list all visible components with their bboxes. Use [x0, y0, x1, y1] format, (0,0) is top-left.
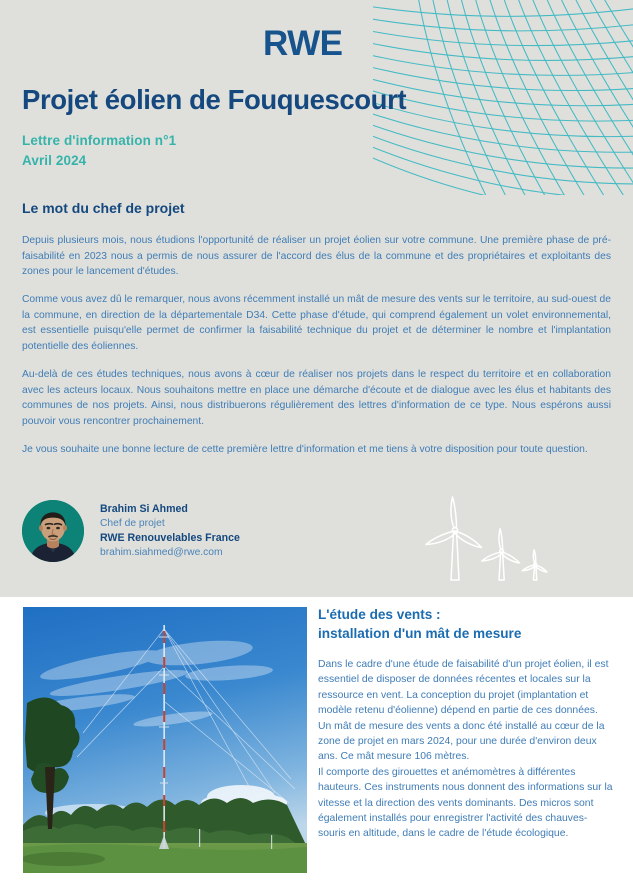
page-title: Projet éolien de Fouquescourt [22, 84, 407, 115]
met-mast-field-photo [23, 607, 307, 873]
signatory-role: Chef de projet [100, 517, 165, 529]
intro-paragraph-2: Comme vous avez dû le remarquer, nous avons récemment installé un mât de mesure des vents sur le territoire, au sud-ouest de la commune, en direction de la départementale D34. Cette phase d'étude, qui comprend également un volet environnemental, est essentielle puisqu'elle permet de confirmer la faisabilité technique du projet et de déterminer le nombre et l'implantation potentielle des éoliennes. [22, 294, 611, 352]
signature-block [22, 500, 240, 562]
wind-study-heading-line1: L'étude des vents : [318, 607, 441, 622]
wind-study-text-column [318, 605, 613, 842]
met-mast-photo-icon [23, 607, 307, 873]
wind-turbines-illustration-icon [396, 495, 576, 585]
signatory-name: Brahim Si Ahmed [100, 503, 188, 515]
signatory-company: RWE Renouvelables France [100, 532, 240, 544]
intro-paragraph-3: Au-delà de ces études techniques, nous avons à cœur de réaliser nos projets dans le respect du territoire et en collaboration avec les acteurs locaux. Nous souhaitons mettre en place une démarche d'écoute et de dialogue avec les élus et habitants des communes de nos projets. Ainsi, nous distribuerons régulièrement des lettres d'information de ce type. Nous espérons aussi pouvoir vous rencontrer prochainement. [22, 369, 611, 427]
newsletter-date: Avril 2024 [22, 153, 87, 168]
wind-study-body [318, 657, 613, 842]
project-manager-portrait-icon [22, 500, 84, 562]
wind-study-heading-line2: installation d'un mât de mesure [318, 626, 522, 641]
newsletter-number: Lettre d'information n°1 [22, 133, 177, 148]
intro-paragraph-4: Je vous souhaite une bonne lecture de cette première lettre d'information et me tiens à votre disposition pour toute question. [22, 444, 588, 455]
section-heading-project-manager-word: Le mot du chef de projet [22, 200, 185, 216]
avatar [22, 500, 84, 562]
wind-study-section [0, 597, 633, 896]
rwe-logo: RWE [263, 24, 343, 63]
signature-text [100, 502, 240, 560]
decorative-mesh-pattern-icon [373, 0, 633, 195]
signatory-email[interactable]: brahim.siahmed@rwe.com [100, 546, 223, 558]
wind-study-paragraph-1: Dans le cadre d'une étude de faisabilité d'un projet éolien, il est essentiel de disposer de données récentes et locales sur la ressource en vent. La conception du projet (implantation et modèle retenu d'éolienne) dépend en partie de ces données. Un mât de mesure des vents a donc été installé au cœur de la zone de projet en mars 2024, pour une durée d'environ deux ans. Ce mât mesure 106 mètres. [318, 659, 609, 763]
intro-paragraph-1: Depuis plusieurs mois, nous étudions l'opportunité de réaliser un projet éolien sur votre commune. Une première phase de pré-faisabilité en 2023 nous a permis de nous assurer de l'accord des élus de la commune et des propriétaires et exploitants des zones pour le lancement d'études. [22, 235, 611, 278]
wind-study-paragraph-2: Il comporte des girouettes et anémomètres à différentes hauteurs. Ces instruments nous donnent des informations sur la vitesse et la direction des vents dominants. Des micros sont également installés pour enregistrer l'activité des chauves-souris en altitude, dans le cadre de l'étude écologique. [318, 766, 613, 840]
